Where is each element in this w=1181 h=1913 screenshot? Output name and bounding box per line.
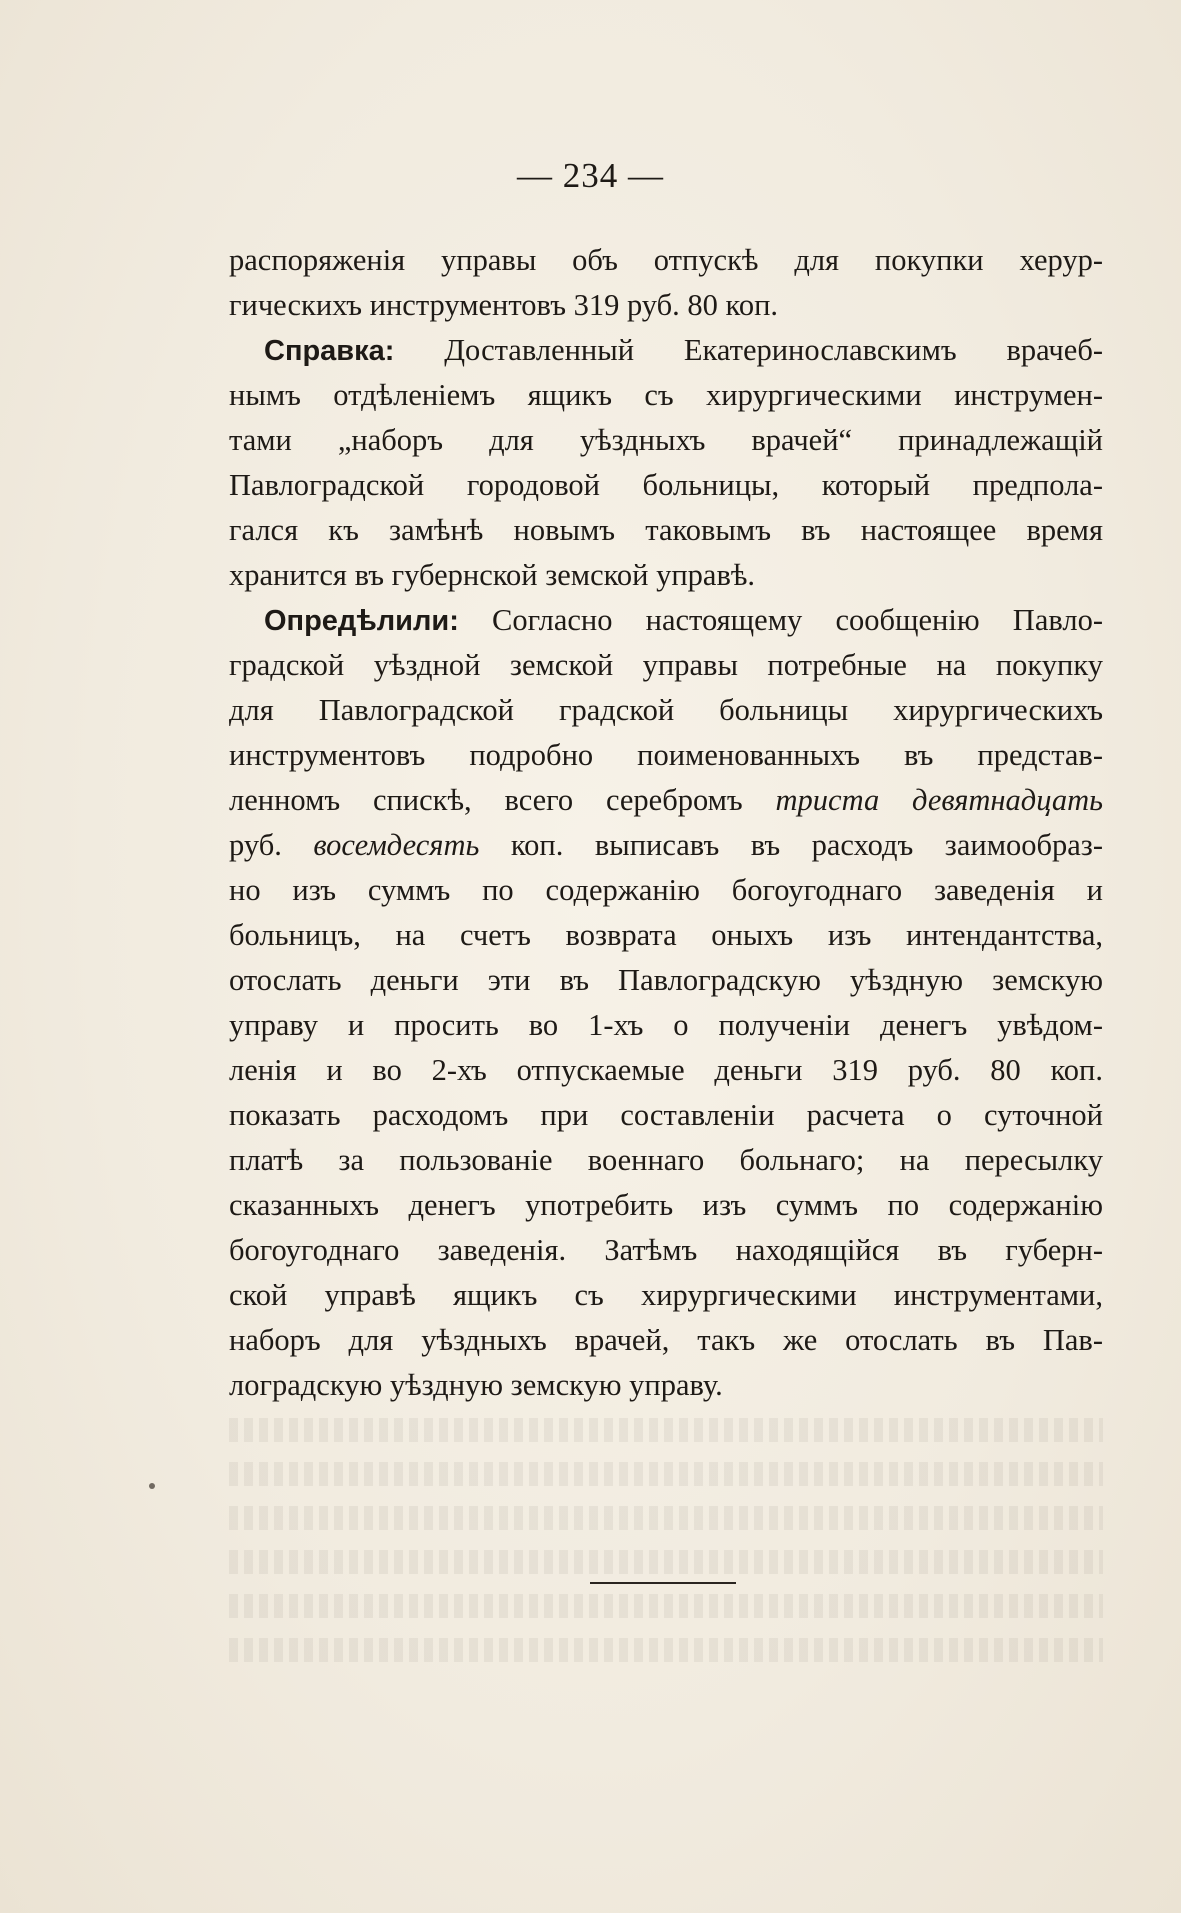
text-line — [229, 418, 1103, 463]
bleed-through-line — [229, 1462, 1103, 1486]
text-line — [229, 958, 1103, 1003]
text-segment: инструментовъ подробно поименованныхъ въ представ- — [229, 738, 1103, 772]
text-segment: ской управѣ ящикъ съ хирургическими инструментами, — [229, 1278, 1103, 1312]
bleed-through-line — [229, 1594, 1103, 1618]
text-segment: сказанныхъ денегъ употребить изъ суммъ по содержанію — [229, 1188, 1103, 1222]
bleed-through-line — [229, 1638, 1103, 1662]
ink-speck — [149, 1483, 155, 1489]
text-line — [229, 1228, 1103, 1273]
text-segment: но изъ суммъ по содержанію богоугоднаго заведенія и — [229, 873, 1103, 907]
text-segment: тами „наборъ для уѣздныхъ врачей“ принадлежащій — [229, 423, 1103, 457]
text-line — [229, 913, 1103, 958]
text-segment: Доставленный Екатеринославскимъ врачеб- — [394, 333, 1103, 367]
text-segment: наборъ для уѣздныхъ врачей, такъ же отослать въ Пав- — [229, 1323, 1103, 1357]
text-segment: распоряженія управы объ отпускѣ для покупки херур- — [229, 243, 1103, 277]
text-line — [229, 1183, 1103, 1228]
text-line — [229, 283, 1103, 328]
text-segment: градской уѣздной земской управы потребные на покупку — [229, 648, 1103, 682]
text-line — [229, 733, 1103, 778]
text-segment: ленномъ спискѣ, всего серебромъ — [229, 783, 776, 817]
bleed-through-line — [229, 1418, 1103, 1442]
text-segment: для Павлоградской градской больницы хирургическихъ — [229, 693, 1103, 727]
text-line — [229, 238, 1103, 283]
italic-amount: триста девятнадцать — [775, 783, 1104, 817]
text-segment: гическихъ инструментовъ 319 руб. 80 коп. — [229, 288, 779, 322]
text-segment: нымъ отдѣленіемъ ящикъ съ хирургическими инструмен- — [229, 378, 1103, 412]
text-line — [229, 1273, 1103, 1318]
text-segment: платѣ за пользованіе военнаго больнаго; на пересылку — [229, 1143, 1103, 1177]
text-segment: лоградскую уѣздную земскую управу. — [229, 1368, 723, 1402]
text-line — [229, 508, 1103, 553]
text-segment: гался къ замѣнѣ новымъ таковымъ въ настоящее время — [229, 513, 1103, 547]
text-line — [229, 328, 1103, 373]
text-line — [229, 1048, 1103, 1093]
text-segment: управу и просить во 1-хъ о полученіи денегъ увѣдом- — [229, 1008, 1103, 1042]
text-segment: больницъ, на счетъ возврата оныхъ изъ интендантства, — [229, 918, 1103, 952]
section-lead: Справка: — [264, 335, 395, 367]
text-segment: показать расходомъ при составленіи расчета о суточной — [229, 1098, 1103, 1132]
text-segment: Павлоградской городовой больницы, который предпола- — [229, 468, 1103, 502]
text-line — [229, 1003, 1103, 1048]
text-segment: коп. выписавъ въ расходъ заимообраз- — [479, 828, 1104, 862]
text-line — [229, 1138, 1103, 1183]
text-line — [229, 1318, 1103, 1363]
text-segment: богоугоднаго заведенія. Затѣмъ находящійся въ губерн- — [229, 1233, 1103, 1267]
italic-amount: восемдесять — [313, 828, 480, 862]
bleed-through-line — [229, 1550, 1103, 1574]
text-line — [229, 643, 1103, 688]
text-line — [229, 598, 1103, 643]
section-lead: Опредѣлили: — [264, 605, 459, 637]
text-segment: Согласно настоящему сообщенію Павло- — [458, 603, 1103, 637]
end-rule — [590, 1582, 736, 1584]
body-text — [229, 238, 1103, 1408]
page-number: — 234 — — [517, 156, 664, 195]
text-line — [229, 463, 1103, 508]
text-line — [229, 553, 1103, 598]
text-segment: отослать деньги эти въ Павлоградскую уѣздную земскую — [229, 963, 1103, 997]
bleed-through-line — [229, 1506, 1103, 1530]
text-line — [229, 688, 1103, 733]
text-segment: руб. — [229, 828, 314, 862]
text-line — [229, 1363, 1103, 1408]
text-line — [229, 778, 1103, 823]
text-line — [229, 1093, 1103, 1138]
text-line — [229, 373, 1103, 418]
text-line — [229, 868, 1103, 913]
text-line — [229, 823, 1103, 868]
text-segment: ленія и во 2-хъ отпускаемые деньги 319 руб. 80 коп. — [229, 1053, 1103, 1087]
text-segment: хранится въ губернской земской управѣ. — [229, 558, 756, 592]
